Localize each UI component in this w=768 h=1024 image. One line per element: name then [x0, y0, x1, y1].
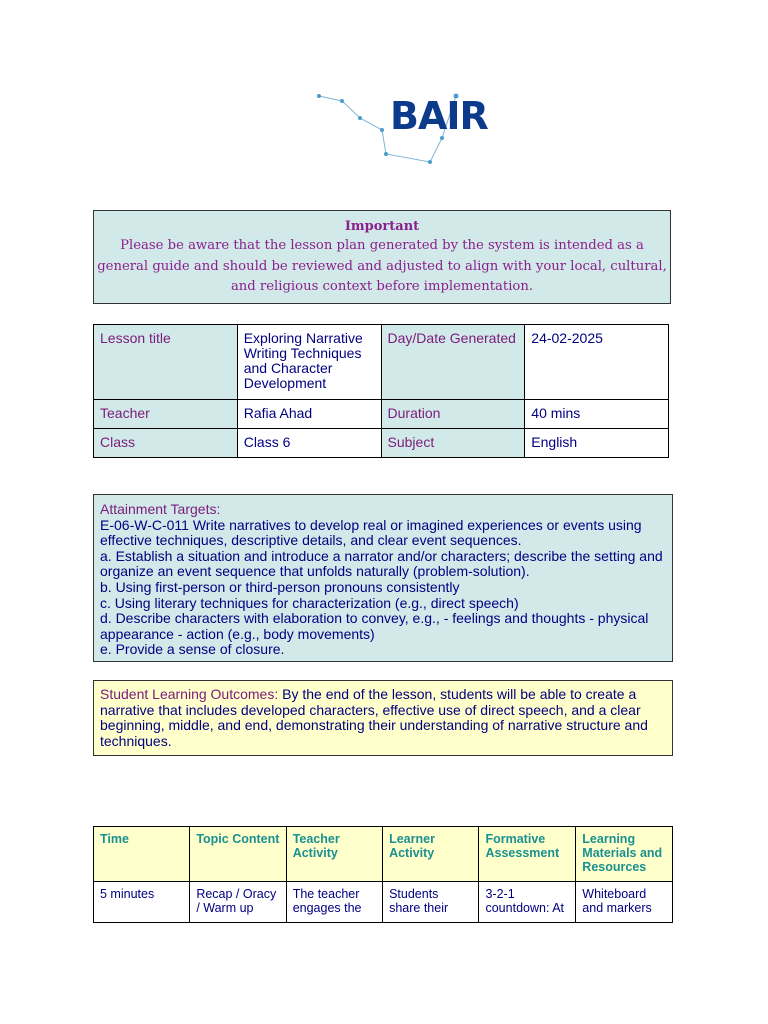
duration-value: 40 mins [525, 400, 669, 429]
table-row [94, 882, 673, 923]
notice-title: Important [344, 219, 420, 234]
lesson-title-value: Exploring Narrative Writing Techniques and Character Development [237, 325, 381, 400]
col-header-time: Time [94, 827, 190, 882]
class-value: Class 6 [237, 429, 381, 458]
col-header-learner-activity: Learner Activity [383, 827, 479, 882]
table-cell: Whiteboard and markers [576, 882, 673, 923]
target-line: e. Provide a sense of closure. [100, 641, 285, 658]
duration-label: Duration [381, 400, 525, 429]
student-learning-outcomes [93, 680, 673, 756]
lesson-info-table [93, 324, 669, 458]
target-line: d. Describe characters with elaboration to convey, e.g., - feelings and thoughts - physical appearance - action (e.g., body movements) [100, 610, 649, 642]
slo-text: By the end of the lesson, students will be able to create a narrative that includes developed characters, effective use of direct speech, and a clear beginning, middle, and end, demonstrating their understanding of narrative structure and techniques. [100, 686, 648, 749]
subject-label: Subject [381, 429, 525, 458]
col-header-topic: Topic Content [190, 827, 286, 882]
col-header-materials: Learning Materials and Resources [576, 827, 673, 882]
logo-text: BAIR [390, 94, 488, 138]
table-cell: 3-2-1 countdown: At [479, 882, 576, 923]
targets-heading: Attainment Targets: [100, 501, 221, 517]
col-header-teacher-activity: Teacher Activity [286, 827, 382, 882]
target-line: E-06-W-C-011 Write narratives to develop real or imagined experiences or events using effective techniques, descriptive details, and clear event sequences. [100, 516, 642, 549]
target-line: a. Establish a situation and introduce a narrator and/or characters; describe the setting and organize an event sequence that unfolds naturally (problem-solution). [100, 547, 663, 580]
lesson-plan-table [93, 826, 673, 923]
table-cell: Recap / Oracy / Warm up [190, 882, 286, 923]
table-cell: The teacher engages the [286, 882, 382, 923]
bair-logo [312, 90, 492, 165]
date-value: 24-02-2025 [525, 325, 669, 400]
date-label: Day/Date Generated [381, 325, 525, 400]
class-label: Class [94, 429, 238, 458]
teacher-value: Rafia Ahad [237, 400, 381, 429]
teacher-label: Teacher [94, 400, 238, 429]
attainment-targets [93, 494, 673, 662]
table-cell: Students share their [383, 882, 479, 923]
important-notice [93, 210, 671, 304]
col-header-assessment: Formative Assessment [479, 827, 576, 882]
target-line: c. Using literary techniques for characterization (e.g., direct speech) [100, 594, 519, 611]
notice-message: Please be aware that the lesson plan generated by the system is intended as a general guide and should be reviewed and adjusted to align with your local, cultural, and religious context before implementation. [97, 238, 667, 294]
slo-heading: Student Learning Outcomes: [100, 686, 279, 702]
subject-value: English [525, 429, 669, 458]
table-cell: 5 minutes [94, 882, 190, 923]
lesson-title-label: Lesson title [94, 325, 238, 400]
target-line: b. Using first-person or third-person pronouns consistently [100, 578, 460, 595]
